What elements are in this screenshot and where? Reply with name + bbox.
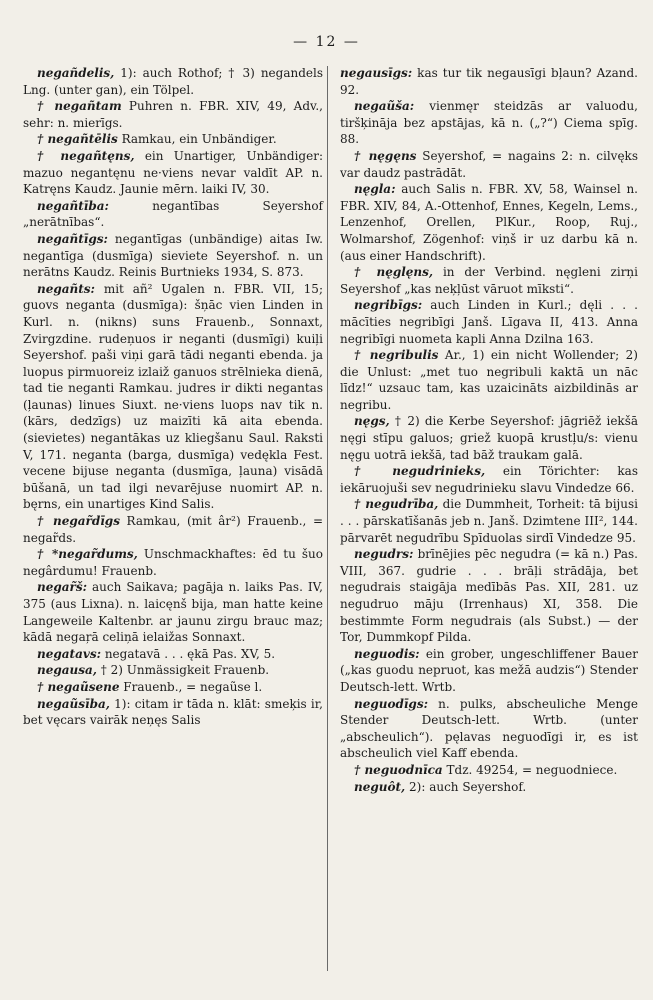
- entry-text: brīnējies pēc negudra (= kā n.) Pas. VIII, 367. gudrie . . . brāļi strādāja, bet negudrais staigāja medībās Pas. XII, 281. uz negudruo māju (Irrenhaus) XI, 358. Die bestimmte Form negudrais (als Subst.) — der Tor, Dummkopf Pilda.: [340, 547, 638, 645]
- entry-headword: † negar̃dīgs: [37, 514, 120, 529]
- entry-headword: † negañtęns,: [37, 148, 135, 163]
- dictionary-entry: [340, 65, 638, 98]
- entry-text: auch Salis n. FBR. XV, 58, Wainsel n. FBR. XIV, 84, A.-Ottenhof, Ennes, Kegeln, Lems., Lenzenhof, Orellen, PlKur., Roop, Ruj., Wolmarshof, Zögenhof: viņš ir uz darbu kā n. (aus einer Handschrift).: [340, 182, 638, 263]
- entry-text: Ramkau, ein Unbändiger.: [117, 132, 277, 147]
- entry-headword: † negañtēlis: [37, 132, 118, 147]
- dictionary-entry: [340, 413, 638, 463]
- entry-headword: † negañtam: [37, 99, 122, 114]
- entry-text: negantības Seyershof „nerātnības“.: [23, 198, 323, 230]
- dictionary-entry: [340, 181, 638, 264]
- entry-text: Puhren n. FBR. XIV, 49, Adv., sehr: n. mierīgs.: [23, 99, 323, 130]
- dictionary-entry: [23, 281, 323, 513]
- entry-headword: negañtība:: [37, 198, 109, 213]
- entry-headword: neguodis:: [354, 646, 420, 661]
- left-column: [23, 65, 323, 729]
- entry-headword: † negudrinieks,: [354, 464, 486, 479]
- dictionary-entry: [340, 696, 638, 762]
- entry-text: Ar., 1) ein nicht Wollender; 2) die Unlust: „met tuo negribuli kaktā un nāc līdz!“ uzsauc tam, kas uzaicināts aizbildinās ar negribu.: [340, 348, 638, 412]
- entry-headword: † nęglęns,: [354, 265, 434, 280]
- entry-text: mit añ² Ugalen n. FBR. VII, 15; guovs neganta (dusmīga): šņāc vien Linden in Kurl. n. (nikns) suns Frauenb., Sonnaxt, Zvirgzdine. ruden̦uos ir neganti (dusmīgi) kuiļi Seyershof. paši viņi garā tādi neganti ebenda. ja luopus pirmuoreiz izlaiž ganuos strēlnieka dienā, tad tie neganti Ramkau. judres ir dikti negantas (ļaunas) linues Siuxt. ne·viens luops nav tik n. (kārs, dedzīgs) uz maizīti kā aita ebenda. (sievietes) negantākas uz kliegšanu Saul. Raksti V, 171. neganta (barga, dusmīga) vedękla Fest. vecene bijuse neganta (dusmīga, ļauna) visādā būšanā, un tad ilgi nevarējuse nuomirt AP. n. bęrns, ein unartiges Kind Salis.: [23, 281, 323, 512]
- dictionary-entry: [23, 662, 323, 679]
- entry-headword: negar̃š:: [37, 580, 88, 595]
- entry-text: negatavā . . . ękā Pas. XV, 5.: [101, 646, 276, 661]
- entry-headword: neguôt,: [354, 779, 406, 794]
- dictionary-entry: [340, 347, 638, 413]
- right-column: [340, 65, 638, 795]
- dictionary-entry: [23, 513, 323, 546]
- dictionary-entry: [340, 779, 638, 796]
- entry-text: in der Verbind. nęgleni zirņi Seyershof „kas neķļūst vāruot mīksti“.: [340, 265, 638, 296]
- dictionary-entry: [340, 463, 638, 496]
- entry-text: kas tur tik negausīgi bļaun? Azand. 92.: [340, 66, 638, 97]
- dictionary-entry: [23, 646, 323, 663]
- entry-headword: negausa,: [37, 663, 97, 678]
- entry-text: Seyershof, = nagains 2: n. cilvęks var daudz pastrādāt.: [340, 148, 638, 180]
- entry-headword: negaũsība,: [37, 696, 110, 711]
- entry-headword: negausīgs:: [340, 66, 413, 80]
- dictionary-entry: [340, 148, 638, 181]
- entry-text: Frauenb., = negaũse l.: [119, 679, 263, 694]
- entry-headword: † negribulis: [354, 348, 439, 363]
- entry-headword: † neguodnīca: [354, 762, 443, 777]
- entry-text: auch Linden in Kurl.; dęli . . . mācīties negribīgi Janš. Līgava II, 413. Anna negribīgi nuometa kapli Anna Dzilna 163.: [340, 298, 638, 346]
- dictionary-entry: [340, 297, 638, 347]
- dictionary-entry: [340, 264, 638, 297]
- dictionary-entry: [340, 762, 638, 779]
- entry-text: negantīgas (unbändige) aitas Iw. negantīga (dusmīga) sieviete Seyershof. n. un nerātns Kaudz. Reinis Burtnieks 1934, S. 873.: [23, 231, 323, 280]
- entry-text: Ramkau, (mit âr²) Frauenb., = negar̃ds.: [23, 514, 323, 545]
- entry-headword: negañdelis,: [37, 66, 115, 80]
- dictionary-entry: [23, 579, 323, 645]
- entry-headword: † negudrība,: [354, 497, 439, 512]
- dictionary-entry: [23, 65, 323, 98]
- dictionary-entry: [23, 131, 323, 148]
- entry-headword: † *negar̃dums,: [37, 547, 138, 562]
- entry-headword: negudrs:: [354, 547, 414, 562]
- entry-headword: nęgla:: [354, 182, 396, 197]
- entry-headword: negribīgs:: [354, 298, 423, 313]
- entry-text: n. pulks, abscheuliche Menge Stender Deutsch-lett. Wrtb. (unter „abscheulich“). pęlavas neguodīgi ir, es ist abscheulich viel Kaff ebenda.: [340, 696, 638, 761]
- entry-text: 1): citam ir tāda n. klāt: smeķis ir, bet vęcars vairāk neņęs Salis: [23, 696, 323, 728]
- dictionary-entry: [340, 496, 638, 546]
- dictionary-entry: [23, 98, 323, 131]
- entry-text: ein Törichter: kas iekāruojuši sev negudrinieku slavu Vindedze 66.: [340, 464, 638, 495]
- entry-headword: neguodīgs:: [354, 696, 429, 711]
- entry-text: die Dummheit, Torheit: tā bijusi . . . pārskatīšanās jeb n. Janš. Dzimtene III², 144. pārvarēt negudrību Spīduolas sirdī Vindedze 95.: [340, 497, 638, 545]
- entry-headword: negatavs:: [37, 646, 102, 661]
- entry-text: 2): auch Seyershof.: [405, 779, 527, 794]
- dictionary-entry: [340, 646, 638, 696]
- entry-headword: negaũša:: [354, 99, 415, 114]
- entry-headword: † nęgęns: [354, 148, 417, 163]
- entry-headword: negañtīgs:: [37, 231, 108, 246]
- dictionary-entry: [23, 148, 323, 198]
- entry-text: vienmęr steidzās ar valuodu, tiršķināja bez apstājas, kā n. („?“) Ciema spīg. 88.: [340, 99, 638, 147]
- dictionary-entry: [340, 98, 638, 148]
- column-divider: [327, 66, 328, 971]
- dictionary-entry: [23, 696, 323, 729]
- entry-text: Tdz. 49254, = neguodniece.: [442, 762, 618, 777]
- entry-text: † 2) die Kerbe Seyershof: jāgriēž iekšā nęgi stīpu galuos; griež kuopā krustļu/s: vienu nęgu uotrā iekšā, tad bāž traukam galā.: [340, 414, 638, 462]
- dictionary-entry: [23, 198, 323, 231]
- dictionary-entry: [340, 546, 638, 646]
- entry-text: 1): auch Rothof; † 3) negandels Lng. (unter gan), ein Tölpel.: [23, 66, 323, 97]
- entry-text: † 2) Unmässigkeit Frauenb.: [96, 663, 270, 678]
- entry-text: ein grober, ungeschliffener Bauer („kas guodu nepruot, kas mežā audzis“) Stender Deutsch-lett. Wrtb.: [340, 646, 638, 694]
- dictionary-entry: [23, 546, 323, 579]
- entry-text: auch Saikava; pagāja n. laiks Pas. IV, 375 (aus Lixna). n. laicęnš bija, man hatte keine Langeweile Kaltenbr. ar jaunu zirgu brauc maz; kādā negaŗā celiņā ielaižas Sonnaxt.: [23, 580, 323, 645]
- page-number: — 12 —: [293, 34, 360, 50]
- dictionary-entry: [23, 679, 323, 696]
- entry-headword: negañts:: [37, 281, 95, 296]
- entry-headword: † negaũsene: [37, 679, 120, 694]
- entry-text: ein Unartiger, Unbändiger: mazuo negantęnu ne·viens nevar valdīt AP. n. Katręns Kaudz. Jaunie mērn. laiki IV, 30.: [23, 148, 323, 197]
- entry-text: Unschmackhaftes: ēd tu šuo negârdumu! Frauenb.: [23, 547, 323, 578]
- dictionary-entry: [23, 231, 323, 281]
- entry-headword: nęgs,: [354, 414, 390, 429]
